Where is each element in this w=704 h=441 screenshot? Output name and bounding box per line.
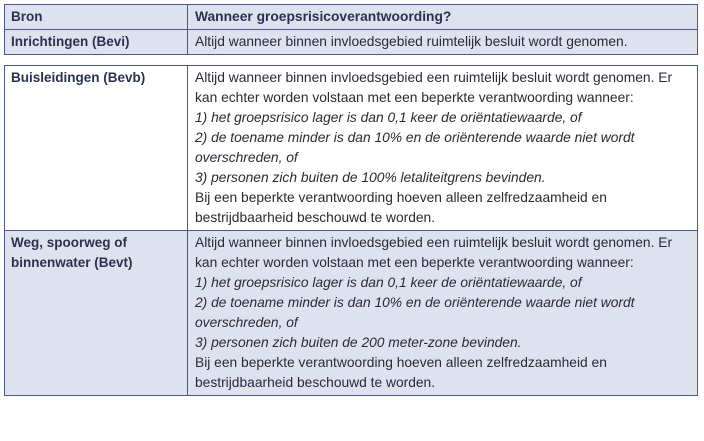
- row-description: [188, 30, 697, 54]
- header-source: Bron: [5, 5, 188, 29]
- row-line: Bij een beperkte verantwoording hoeven alleen zelfredzaamheid en bestrijdbaarheid beschouwd te worden.: [195, 355, 607, 390]
- table-row-bevb: [4, 65, 698, 231]
- row-line: Bij een beperkte verantwoording hoeven alleen zelfredzaamheid en bestrijdbaarheid beschouwd te worden.: [195, 190, 607, 225]
- row-line: Altijd wanneer binnen invloedsgebied een ruimtelijk besluit wordt genomen. Er kan echter worden volstaan met een beperkte verantwoording wanneer:: [195, 70, 673, 105]
- row-line-condition: 3) personen zich buiten de 100% letaliteitgrens bevinden.: [195, 170, 546, 185]
- row-source: Inrichtingen (Bevi): [5, 30, 188, 54]
- row-line-condition: 2) de toename minder is dan 10% en de oriënterende waarde niet wordt overschreden, of: [195, 295, 635, 330]
- row-source: Weg, spoorweg of binnenwater (Bevt): [5, 231, 188, 395]
- row-source: Buisleidingen (Bevb): [5, 66, 188, 230]
- row-line-condition: 1) het groepsrisico lager is dan 0,1 keer de oriëntatiewaarde, of: [195, 110, 582, 125]
- row-line: Altijd wanneer binnen invloedsgebied een ruimtelijk besluit wordt genomen. Er kan echter worden volstaan met een beperkte verantwoording wanneer:: [195, 235, 673, 270]
- row-line-condition: 1) het groepsrisico lager is dan 0,1 keer de oriëntatiewaarde, of: [195, 275, 582, 290]
- row-description: [188, 231, 697, 395]
- risk-table: [4, 4, 698, 396]
- header-question: Wanneer groepsrisicoverantwoording?: [195, 9, 452, 24]
- row-description: [188, 66, 697, 230]
- row-line-condition: 3) personen zich buiten de 200 meter-zone bevinden.: [195, 335, 522, 350]
- table-gap: [4, 55, 698, 65]
- table-header-row: [4, 4, 698, 30]
- row-line: Altijd wanneer binnen invloedsgebied ruimtelijk besluit wordt genomen.: [195, 34, 628, 49]
- table-row-bevt: [4, 231, 698, 396]
- row-line-condition: 2) de toename minder is dan 10% en de oriënterende waarde niet wordt overschreden, of: [195, 130, 635, 165]
- table-row-bevi: [4, 30, 698, 55]
